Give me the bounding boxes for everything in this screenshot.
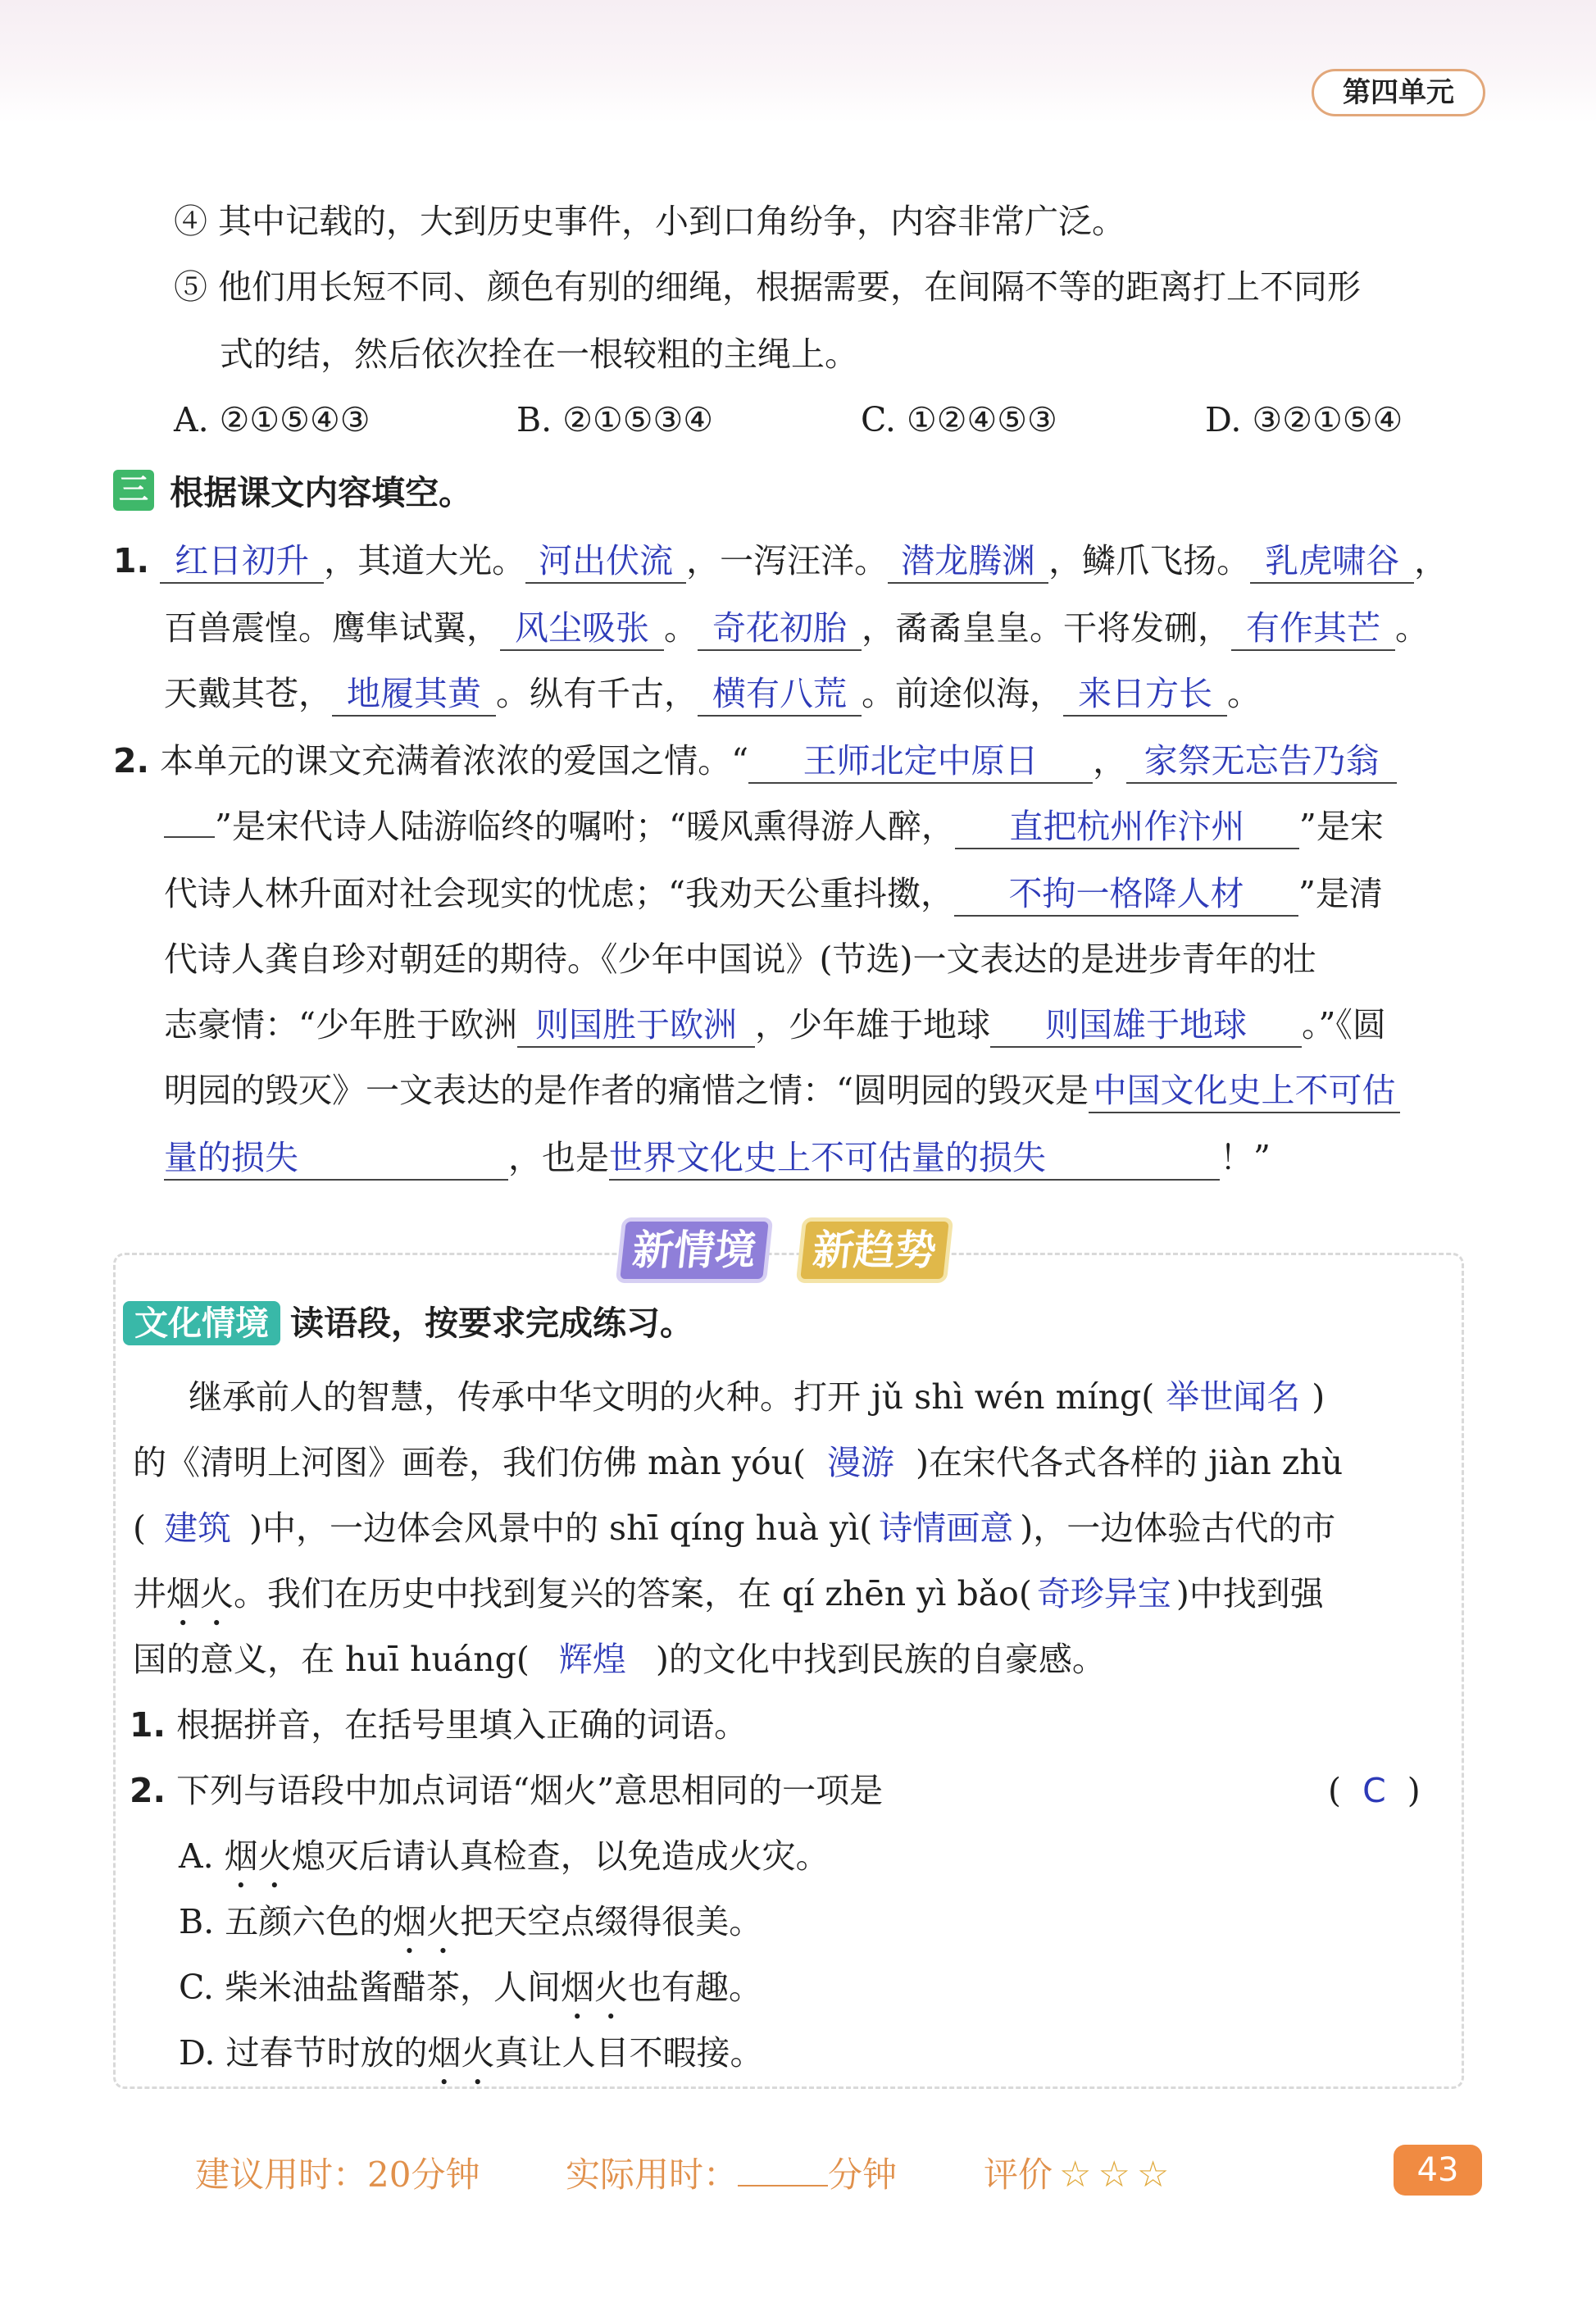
answer: 建筑: [164, 1508, 231, 1548]
text: 。前途似海，: [862, 674, 1063, 713]
text: 井: [133, 1574, 166, 1613]
star-icon: ☆: [1098, 2154, 1130, 2196]
text: )中，一边体会风景中的 shī qíng huà yì(: [249, 1508, 873, 1548]
text: ，其道大光。: [324, 541, 526, 580]
text: 明园的毁灭》一文表达的是作者的痛惜之情：“圆明园的毁灭是: [164, 1071, 1089, 1110]
dotted-word: 烟火: [560, 1968, 628, 2007]
option-d: D. ③②①⑤④: [1205, 400, 1403, 439]
section-title: 根据课文内容填空。: [170, 473, 473, 512]
section-3-heading: [113, 466, 472, 515]
text: ，: [1414, 541, 1448, 580]
answer-blank: 中国文化史上不可估: [1089, 1069, 1400, 1113]
star-icon: ☆: [1136, 2154, 1170, 2196]
answer: 诗情画意: [879, 1508, 1014, 1548]
text: 本单元的课文充满着浓浓的爱国之情。“: [160, 741, 749, 780]
text: )，一边体验古代的市: [1020, 1508, 1336, 1548]
text: 百兽震惶。鹰隼试翼，: [164, 608, 500, 648]
text: 。我们在历史中找到复兴的答案，在 qí zhēn yì bǎo(: [234, 1574, 1032, 1613]
answer-blank: 王师北定中原日: [748, 739, 1093, 784]
question-number: 1.: [113, 541, 150, 580]
choice-b: [179, 1899, 762, 1961]
answer-blank: 河出伏流: [525, 539, 686, 584]
s3-q2-line7: [164, 1135, 1271, 1181]
text: 天戴其苍，: [164, 674, 332, 713]
page-number: 43: [1394, 2145, 1482, 2196]
answer-blank: 地履其黄: [332, 672, 496, 717]
unit-badge: 第四单元: [1312, 69, 1485, 116]
text: )中找到强: [1175, 1574, 1324, 1613]
text: ，少年雄于地球: [754, 1005, 990, 1044]
choice-answer: C: [1362, 1771, 1386, 1810]
text: ，一泻汪洋。: [686, 541, 889, 580]
answer-blank: 横有八荒: [698, 672, 862, 717]
answer-blank: 红日初升: [160, 539, 324, 584]
text: 代诗人林升面对社会现实的忧虑；“我劝天公重抖擞，: [164, 874, 954, 913]
question-number: 2.: [113, 741, 150, 780]
text: ，矞矞皇皇。干将发硎，: [862, 608, 1231, 648]
answer-blank: 家祭无忘告乃翁: [1126, 739, 1397, 784]
actual-time: [566, 2148, 897, 2197]
text: ！”: [1220, 1138, 1271, 1177]
s3-q1-line1: [113, 538, 1448, 584]
answer-blank: 风尘吸张: [500, 607, 664, 651]
text: B. 五颜六色的: [179, 1902, 393, 1941]
text: ”是宋代诗人陆游临终的嘱咐；“暖风熏得游人醉，: [215, 807, 955, 846]
text: 把天空点缀得很美。: [460, 1902, 763, 1941]
context-tag: 文化情境: [123, 1301, 280, 1345]
item-5-line1: ⑤ 他们用长短不同、颜色有别的细绳，根据需要，在间隔不等的距离打上不同形: [174, 267, 1362, 307]
option-a: A. ②①⑤④③: [174, 400, 371, 439]
star-icon: ☆: [1059, 2154, 1092, 2196]
answer: 漫游: [827, 1443, 895, 1482]
choice-d: [179, 2030, 763, 2092]
choice-a: [179, 1833, 830, 1895]
s3-q2-line3: [164, 871, 1383, 917]
s3-q2-line1: [113, 738, 1397, 784]
text: 熄灭后请认真检查，以免造成火灾。: [291, 1836, 830, 1876]
passage-line3: [133, 1505, 1335, 1551]
item-4: ④ 其中记载的，大到历史事件，小到口角纷争，内容非常广泛。: [174, 202, 1126, 241]
text: A.: [179, 1836, 225, 1876]
answer-blank: 则国胜于欧洲: [517, 1003, 755, 1048]
text: )在宋代各式各样的 jiàn zhù: [916, 1443, 1344, 1482]
text: ”是清: [1298, 874, 1383, 913]
text: 。: [664, 608, 698, 648]
context-heading: [123, 1300, 693, 1346]
text: 志豪情：“少年胜于欧洲: [164, 1005, 517, 1044]
answer-blank: 奇花初胎: [698, 607, 862, 651]
text: ”是宋: [1298, 807, 1384, 846]
actual-time-label: 实际用时：: [566, 2155, 739, 2195]
text: 。纵有千古，: [496, 674, 698, 713]
dotted-word: 烟火: [166, 1574, 234, 1613]
context-q2: [130, 1768, 883, 1813]
text: 。: [1395, 608, 1429, 648]
question-number: 2.: [130, 1771, 166, 1810]
passage-line1: [189, 1374, 1325, 1420]
choice-c: [179, 1964, 762, 2027]
context-instruction: 读语段，按要求完成练习。: [290, 1304, 693, 1343]
text: ，也是: [508, 1138, 609, 1177]
text: D. 过春节时放的: [179, 2033, 428, 2073]
text: 真让人目不暇接。: [494, 2033, 764, 2073]
answer-blank: 有作其芒: [1231, 607, 1395, 651]
s3-q2-line4: 代诗人龚自珍对朝廷的期待。《少年中国说》(节选)一文表达的是进步青年的壮: [164, 940, 1316, 979]
answer-blank: 不拘一格降人材: [954, 872, 1298, 917]
answer-blank: 潜龙腾渊: [888, 539, 1048, 584]
text: 继承前人的智慧，传承中华文明的火种。打开 jǔ shì wén míng(: [189, 1377, 1155, 1417]
s3-q1-line3: [164, 671, 1261, 717]
rating: [984, 2148, 1169, 2197]
text: 的《清明上河图》画卷，我们仿佛 màn yóu(: [133, 1443, 807, 1482]
answer-blank: 则国雄于地球: [990, 1003, 1302, 1048]
blank-continuation: [164, 836, 215, 838]
answer-blank: 来日方长: [1063, 672, 1227, 717]
answer: 举世闻名: [1166, 1377, 1301, 1417]
answer-blank: 直把杭州作汴州: [955, 805, 1299, 849]
s3-q2-line5: [164, 1002, 1386, 1048]
s3-q1-line2: [164, 605, 1429, 651]
question-text: 下列与语段中加点词语“烟火”意思相同的一项是: [176, 1771, 884, 1810]
answer: 奇珍异宝: [1036, 1574, 1171, 1613]
passage-line5: [133, 1636, 1106, 1682]
answer-blank: 世界文化史上不可估量的损失: [609, 1136, 1220, 1181]
answer-blank: 量的损失: [164, 1136, 508, 1181]
banner-new-context: 新情境: [620, 1222, 768, 1279]
text: ): [1312, 1377, 1325, 1417]
answer-bracket: ( C ): [1328, 1771, 1421, 1810]
section-number-icon: 三: [113, 470, 154, 511]
passage-line4: [133, 1571, 1324, 1633]
context-q1: [130, 1702, 748, 1748]
text: 。: [1227, 674, 1261, 713]
option-b: B. ②①⑤③④: [516, 400, 713, 439]
text: (: [133, 1508, 146, 1548]
actual-time-blank: [738, 2185, 828, 2187]
text: C. 柴米油盐酱醋茶，人间: [179, 1968, 561, 2007]
text: ，: [1093, 741, 1127, 780]
dotted-word: 烟火: [393, 1902, 461, 1941]
option-c: C. ①②④⑤③: [861, 400, 1057, 439]
question-text: 根据拼音，在括号里填入正确的词语。: [176, 1705, 748, 1745]
text: 国的意义，在 huī huáng(: [133, 1640, 530, 1679]
suggested-time: 建议用时：20分钟: [195, 2155, 480, 2195]
text: ，鳞爪飞扬。: [1048, 541, 1251, 580]
text: )的文化中找到民族的自豪感。: [655, 1640, 1106, 1679]
s3-q2-line6: [164, 1067, 1400, 1113]
dotted-word: 烟火: [224, 1836, 292, 1876]
banner-new-trend: 新趋势: [800, 1222, 948, 1279]
answer-blank: 乳虎啸谷: [1250, 539, 1414, 584]
s3-q2-line2: [164, 803, 1384, 849]
text: 也有趣。: [627, 1968, 762, 2007]
actual-time-unit: 分钟: [828, 2155, 898, 2195]
item-5-line2: 式的结，然后依次拴在一根较粗的主绳上。: [220, 334, 858, 374]
dotted-word: 烟火: [427, 2033, 495, 2073]
text: 。”《圆: [1301, 1005, 1386, 1044]
question-number: 1.: [130, 1705, 166, 1745]
passage-line2: [133, 1440, 1343, 1486]
answer: 辉煌: [558, 1640, 626, 1679]
rating-label: 评价: [984, 2155, 1053, 2195]
